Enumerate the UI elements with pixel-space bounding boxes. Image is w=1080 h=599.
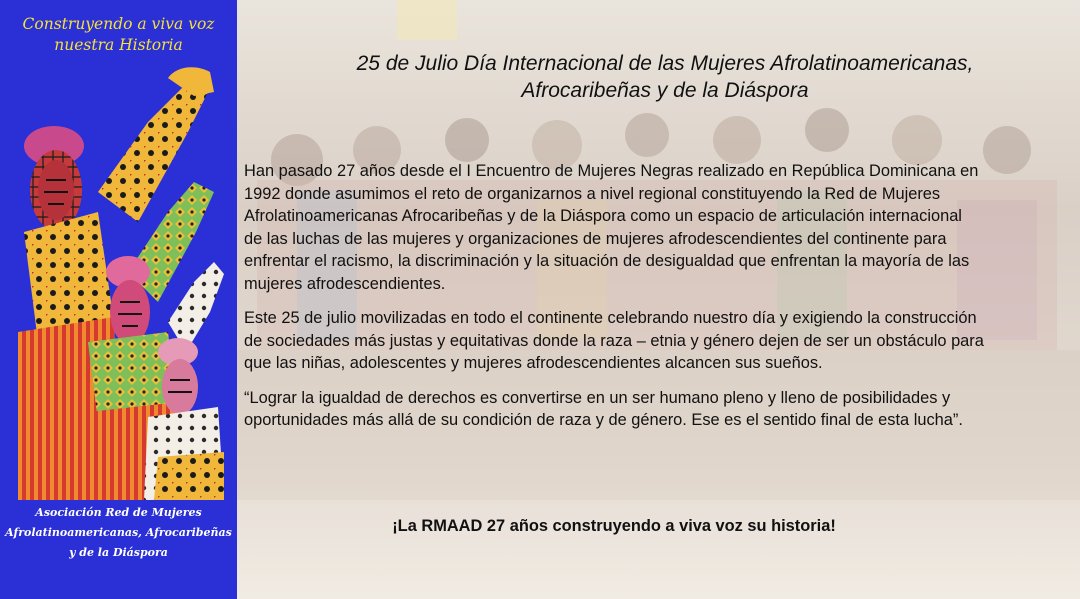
- poster-top-line2: nuestra Historia: [54, 36, 183, 54]
- title-line2: Afrocaribeñas y de la Diáspora: [521, 79, 809, 102]
- poster-panel: [0, 0, 237, 599]
- paragraph-2: Este 25 de julio movilizadas en todo el continente celebrando nuestro día y exigiendo la construcción de sociedades más justas y equitativas donde la raza – etnia y género dejen de ser un obstáculo para que las niñas, adolescentes y mujeres afrodescendientes alcancen sus sueños.: [244, 309, 984, 372]
- page-title: [250, 50, 1080, 104]
- poster-bottom-line3: y de la Diáspora: [69, 546, 168, 559]
- poster-illustration: [18, 62, 226, 500]
- poster-bottom-line1: Asociación Red de Mujeres: [35, 506, 202, 519]
- poster-bottom-line2: Afrolatinoamericanas, Afrocaribeñas: [5, 526, 232, 539]
- poster-bottom-text: [0, 503, 237, 563]
- poster-top-line1: Construyendo a viva voz: [22, 15, 215, 33]
- title-line1: 25 de Julio Día Internacional de las Mujeres Afrolatinoamericanas,: [356, 52, 974, 75]
- paragraph-1: Han pasado 27 años desde el I Encuentro de Mujeres Negras realizado en República Dominicana en 1992 donde asumimos el reto de organizarnos a nivel regional constituyendo la Red de Mujeres Afrolatinoamericanas Afrocaribeñas y de la Diáspora como un espacio de articulación internacional de las luchas de las mujeres y organizaciones de mujeres afrodescendientes del continente para enfrentar el racismo, la discriminación y la situación de desigualdad que enfrentan la mayoría de las mujeres afrodescendientes.: [244, 162, 979, 293]
- closing-statement: ¡La RMAAD 27 años construyendo a viva voz su historia!: [392, 517, 836, 535]
- body-text: [244, 160, 984, 444]
- paragraph-3-quote: “Lograr la igualdad de derechos es convertirse en un ser humano pleno y lleno de posibilidades y oportunidades más allá de su condición de raza y de género. Ese es el sentido final de esta lucha”.: [244, 388, 963, 429]
- poster-top-text: [0, 14, 237, 56]
